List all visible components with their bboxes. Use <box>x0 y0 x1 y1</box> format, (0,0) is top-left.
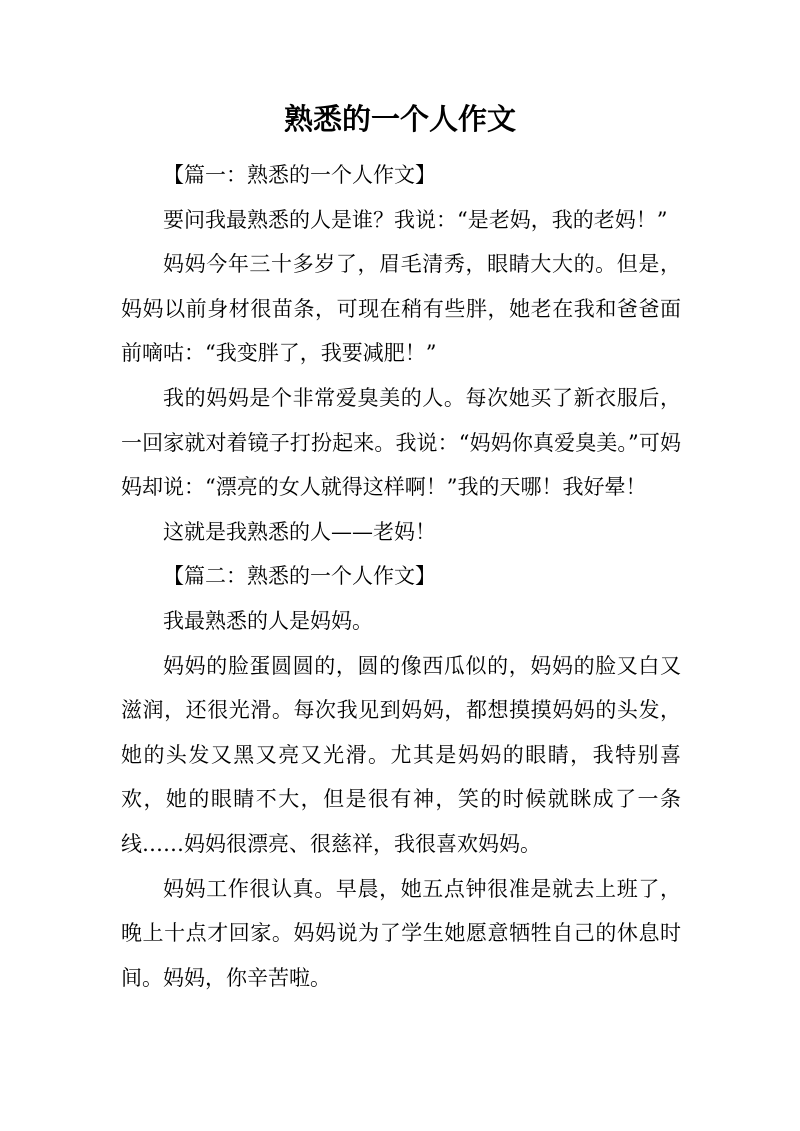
paragraph: 妈妈今年三十多岁了，眉毛清秀，眼睛大大的。但是，妈妈以前身材很苗条，可现在稍有些胖，她老在我和爸爸面前嘀咕：“我变胖了，我要减肥！” <box>121 252 681 366</box>
paragraph: 妈妈工作很认真。早晨，她五点钟很准是就去上班了，晚上十点才回家。妈妈说为了学生她愿意牺牲自己的休息时间。妈妈，你辛苦啦。 <box>121 876 681 990</box>
document-title: 熟悉的一个人作文 <box>283 102 516 136</box>
paragraph: 我最熟悉的人是妈妈。 <box>163 608 373 633</box>
paragraph: 要问我最熟悉的人是谁？我说：“是老妈，我的老妈！” <box>163 207 668 232</box>
section-heading-2: 【篇二：熟悉的一个人作文】 <box>163 564 436 589</box>
document-body <box>121 153 681 1000</box>
paragraph: 这就是我熟悉的人——老妈！ <box>163 519 436 544</box>
section-heading-1: 【篇一：熟悉的一个人作文】 <box>163 163 436 187</box>
paragraph: 我的妈妈是个非常爱臭美的人。每次她买了新衣服后，一回家就对着镜子打扮起来。我说：“妈妈你真爱臭美。”可妈妈却说：“漂亮的女人就得这样啊！”我的天哪！我好晕！ <box>121 385 681 500</box>
paragraph: 妈妈的脸蛋圆圆的，圆的像西瓜似的，妈妈的脸又白又滋润，还很光滑。每次我见到妈妈，都想摸摸妈妈的头发，她的头发又黑又亮又光滑。尤其是妈妈的眼睛，我特别喜欢，她的眼睛不大，但是很有神，笑的时候就眯成了一条线……妈妈很漂亮、很慈祥，我很喜欢妈妈。 <box>121 653 681 856</box>
